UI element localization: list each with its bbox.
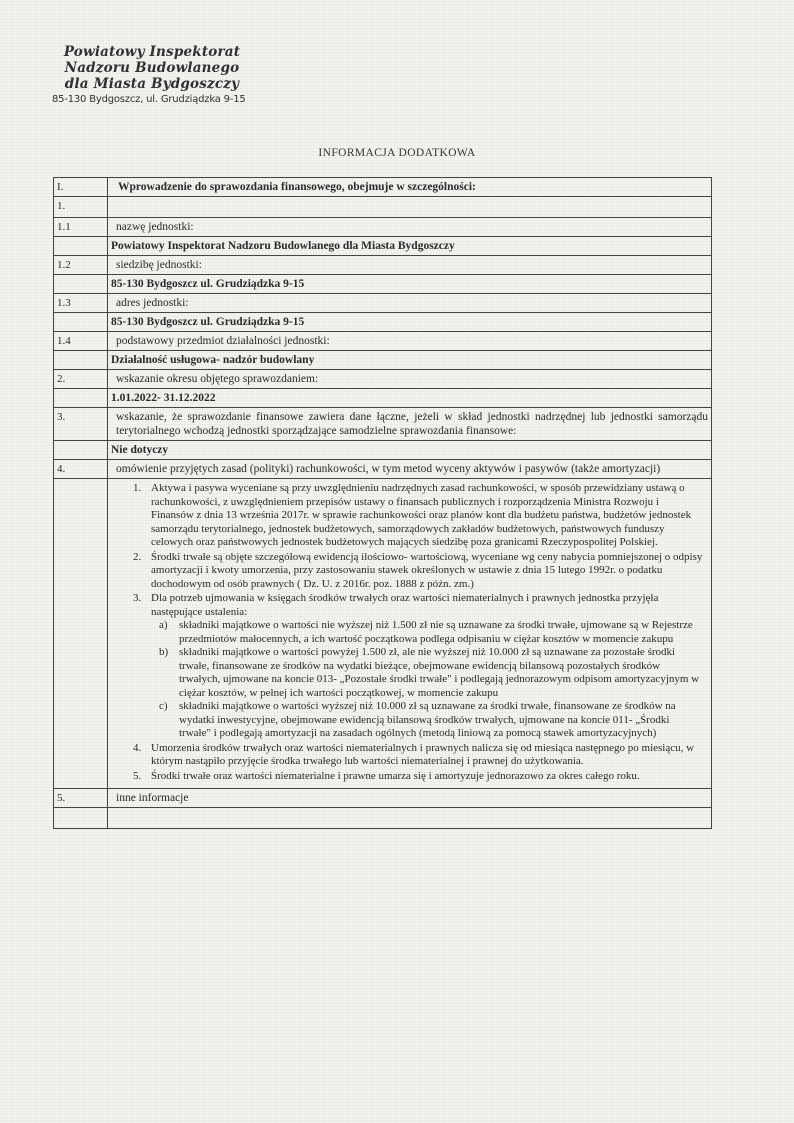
document-title: INFORMACJA DODATKOWA [318,147,476,159]
period-value: 1.01.2022- 31.12.2022 [108,389,712,408]
list-item: 4. Umorzenia środków trwałych oraz wartości niematerialnych i prawnych nalicza się od miesiąca następnego po miesiącu, w którym nastąpiło przyjęcie środka trwałego lub wartości niematerialnej i prawnej do użytkowania. [133,741,695,767]
institution-stamp [52,44,252,106]
row-number: 1. [54,197,108,218]
table-row [54,294,712,313]
table-row [54,389,712,408]
activity-value: Działalność usługowa- nadzór budowlany [108,351,712,370]
list-item: c) składniki majątkowe o wartości wyższej niż 10.000 zł są uznawane za środki trwałe, finansowane ze środków na wydatki inwestycyjne, obejmowane ewidencją bilansową środków trwałych, ujmowane na koncie 011- „Środki trwałe" i podlegają amortyzacji na zasadach ogólnych (metodą liniową za pomocą stawek amortyzacyjnych) [159,700,676,739]
table-row [54,370,712,389]
row-label: podstawowy przedmiot działalności jednostki: [108,332,712,351]
section-heading: Wprowadzenie do sprawozdania finansowego, obejmuje w szczególności: [108,178,712,197]
list-item: a) składniki majątkowe o wartości nie wyższej niż 1.500 zł nie są uznawane za środki trwałe, ujmowane są w Rejestrze przedmiotów małocennych, a ich wartość początkowa podlega odpisaniu w ciężar kosztów w momencie zakupu [159,619,693,645]
row-label: inne informacje [108,789,712,808]
row-number: 1.3 [54,294,108,313]
empty-cell [108,808,712,829]
list-item: 1. Aktywa i pasywa wyceniane są przy uwzględnieniu nadrzędnych zasad rachunkowości, w sposób przewidziany ustawą o rachunkowości, z uwzględnieniem przepisów ustawy o finansach publicznych i rozporządzenia Ministra Rozwoju i Finansów z dnia 13 września 2017r. w sprawie rachunkowości oraz planów kont dla budżetu państwa, budżetów jednostek samorządu terytorialnego, jednostek budżetowych, samorządowych zakładów budżetowych, państwowych funduszy celowych oraz państwowych jednostek budżetowych mających siedzibę poza granicami Rzeczypospolitej Polskiej. [133,482,692,548]
list-item: 2. Środki trwałe są objęte szczegółową ewidencją ilościowo- wartościową, wyceniane wg ceny nabycia pomniejszonej o odpisy amortyzacji i kwoty umorzenia, przy zastosowaniu stawek określonych w ustawie z dnia 15 lutego 1992r. o podatku dochodowym od osób prawnych ( Dz. U. z 2016r. poz. 1888 z późn. zm.) [133,550,703,590]
policy-list [111,482,708,783]
additional-information-table [53,177,712,829]
table-row [54,197,712,218]
row-label: adres jednostki: [108,294,712,313]
table-row [54,237,712,256]
table-row [54,808,712,829]
row-number: 1.4 [54,332,108,351]
unit-name-value: Powiatowy Inspektorat Nadzoru Budowlanego dla Miasta Bydgoszczy [108,237,712,256]
row-number: 4. [54,460,108,479]
table-row [54,313,712,332]
stamp-line-3: dla Miasta Bydgoszczy [64,76,240,92]
row-label: nazwę jednostki: [108,218,712,237]
row-label: wskazanie okresu objętego sprawozdaniem: [108,370,712,389]
accounting-policy-cell [108,479,712,789]
stamp-address: 85-130 Bydgoszcz, ul. Grudziądzka 9-15 [52,94,246,105]
row-number: 3. [54,408,108,441]
row-number: 2. [54,370,108,389]
stamp-line-1: Powiatowy Inspektorat [63,44,241,60]
table-row [54,460,712,479]
table-row [54,408,712,441]
list-item: b) składniki majątkowe o wartości powyżej 1.500 zł, ale nie wyższej niż 10.000 zł są uznawane za pozostałe środki trwałe, finansowane ze środków na wydatki bieżące, obejmowane ewidencją bilansową pozostałych środków trwałych, ujmowane na koncie 013- „Pozostałe środki trwałe" i podlegają jednorazowym odpisom amortyzacyjnym w ciężar kosztów, w pełnej ich wartości początkowej, w momencie zakupu [159,646,700,699]
policy-sublist [151,619,704,741]
table-row [54,479,712,789]
combined-data-value: Nie dotyczy [108,441,712,460]
list-item: 3. Dla potrzeb ujmowania w księgach środków trwałych oraz wartości niematerialnych i prawnych jednostka przyjęła następujące ustalenia: a) składniki majątkowe o wartości nie wyższej niż 1.500 zł nie są uznawane za środki trwałe, ujmowane są w Rejestrze przedmiotów małocennych, a ich wartość początkowa podlega odpisaniu w ciężar kosztów w momencie zakupu b) składniki majątkowe o wartości powyżej 1.500 zł, ale nie wyższej niż 10.000 zł są uznawane za pozostałe środki trwałe, finansowane ze środków na wydatki bieżące, obejmowane ewidencją bilansową pozostałych środków trwałych, ujmowane na koncie 013- „Pozostałe środki trwałe" i podlegają jednorazowym odpisom amortyzacyjnym w ciężar kosztów, w pełnej ich wartości początkowej, w momencie zakupu c) składniki majątkowe o wartości wyższej niż 10.000 zł są uznawane za środki trwałe, finansowane ze środków na wydatki inwestycyjne, obejmowane ewidencją bilansową środków trwałych, ujmowane na koncie 011- „Środki trwałe" i podlegają amortyzacji na zasadach ogólnych (metodą liniową za pomocą stawek amortyzacyjnych) [151,592,704,741]
table-row [54,256,712,275]
table-row [54,275,712,294]
table-row [54,332,712,351]
table-row [54,441,712,460]
row-label: siedzibę jednostki: [108,256,712,275]
stamp-line-2: Nadzoru Budowlanego [64,60,240,76]
table-row [54,218,712,237]
row-number: 5. [54,789,108,808]
row-number: 1.1 [54,218,108,237]
row-label: wskazanie, że sprawozdanie finansowe zawiera dane łączne, jeżeli w skład jednostki nadrzędnej lub jednostki samorządu terytorialnego wchodzą jednostki sporządzające samodzielne sprawozdania finansowe: [108,408,712,441]
seat-value: 85-130 Bydgoszcz ul. Grudziądzka 9-15 [108,275,712,294]
list-item: 5. Środki trwałe oraz wartości niematerialne i prawne umarza się i amortyzuje jednorazowo za okres całego roku. [133,769,640,782]
table-row [54,351,712,370]
row-number: 1.2 [54,256,108,275]
empty-cell [108,197,712,218]
address-value: 85-130 Bydgoszcz ul. Grudziądzka 9-15 [108,313,712,332]
table-row [54,789,712,808]
table-row [54,178,712,197]
row-label: omówienie przyjętych zasad (polityki) rachunkowości, w tym metod wyceny aktywów i pasywów (także amortyzacji) [108,460,712,479]
row-number: I. [54,178,108,197]
